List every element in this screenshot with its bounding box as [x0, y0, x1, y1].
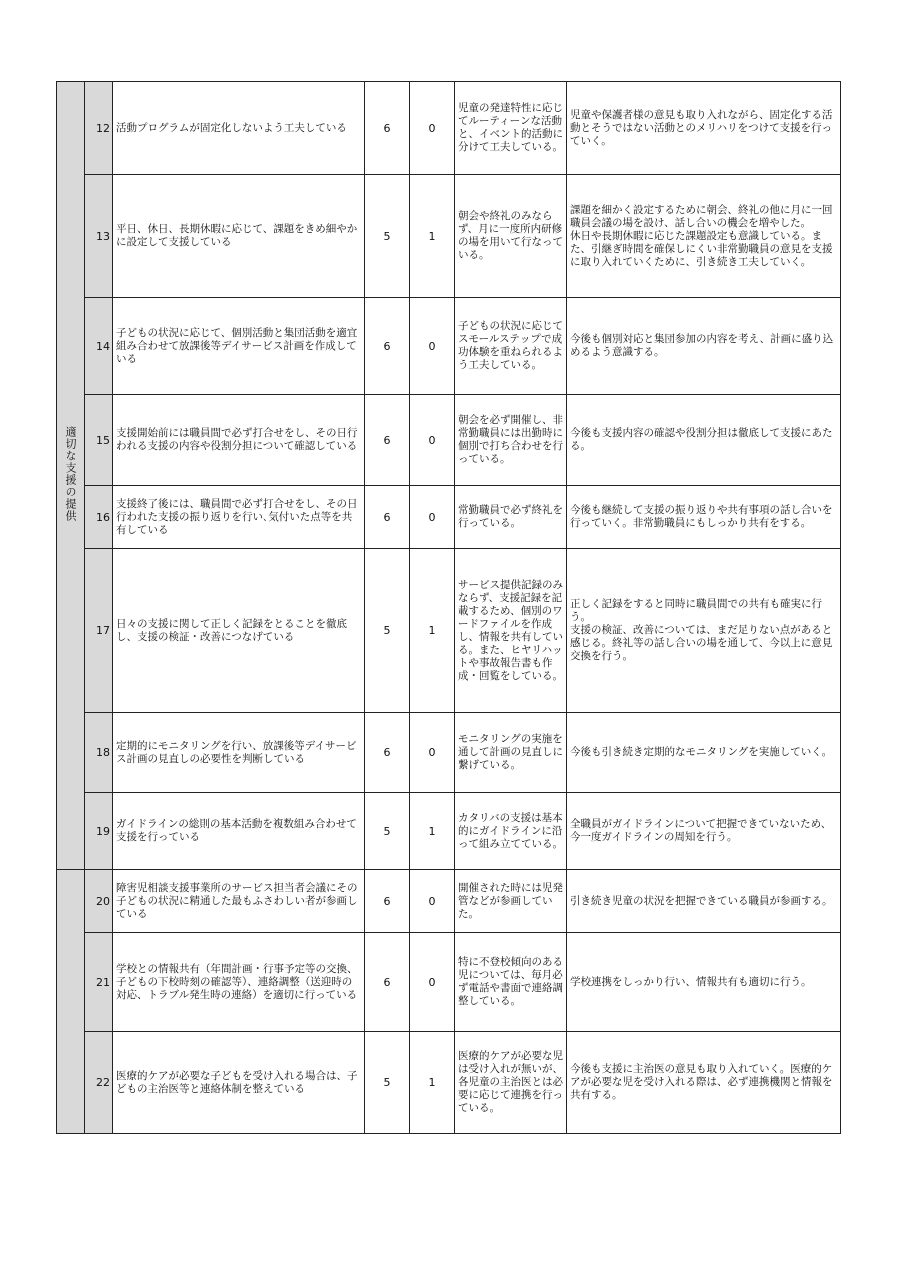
no-count: 0 — [410, 713, 455, 793]
status-text: カタリバの支援は基本的にガイドラインに沿って組み立てている。 — [455, 793, 567, 870]
no-count: 0 — [410, 486, 455, 549]
no-count: 0 — [410, 395, 455, 486]
item-number: 18 — [85, 713, 113, 793]
yes-count: 5 — [365, 793, 410, 870]
status-text: 常勤職員で必ず終礼を行っている。 — [455, 486, 567, 549]
item-text: 活動プログラムが固定化しないよう工夫している — [113, 82, 365, 175]
no-count: 1 — [410, 793, 455, 870]
item-number: 13 — [85, 175, 113, 298]
item-number: 17 — [85, 549, 113, 713]
table-row — [57, 870, 841, 933]
item-number: 14 — [85, 298, 113, 395]
status-text: 朝会や終礼のみならず、月に一度所内研修の場を用いて行なっている。 — [455, 175, 567, 298]
plan-text: 引き続き児童の状況を把握できている職員が参画する。 — [567, 870, 841, 933]
table-row — [57, 175, 841, 298]
plan-text: 学校連携をしっかり行い、情報共有も適切に行う。 — [567, 933, 841, 1032]
yes-count: 6 — [365, 870, 410, 933]
status-text: 児童の発達特性に応じてルーティーンな活動と、イベント的活動に分けて工夫している。 — [455, 82, 567, 175]
table-row — [57, 82, 841, 175]
item-text: 日々の支援に関して正しく記録をとることを徹底し、支援の検証・改善につなげている — [113, 549, 365, 713]
plan-text: 児童や保護者様の意見も取り入れながら、固定化する活動とそうではない活動とのメリハリをつけて支援を行っていく。 — [567, 82, 841, 175]
table-row — [57, 713, 841, 793]
yes-count: 6 — [365, 298, 410, 395]
category-label: 適切な支援の提供 — [64, 425, 77, 522]
plan-text: 正しく記録をすると同時に職員間での共有も確実に行う。 支援の検証、改善については、まだ足りない点があると感じる。終礼等の話し合いの場を通して、今以上に意見交換を行う。 — [567, 549, 841, 713]
table-row — [57, 549, 841, 713]
table-row — [57, 486, 841, 549]
evaluation-table — [56, 81, 841, 1134]
item-number: 22 — [85, 1032, 113, 1134]
no-count: 1 — [410, 1032, 455, 1134]
status-text: 開催された時には児発管などが参画していた。 — [455, 870, 567, 933]
status-text: 朝会を必ず開催し、非常勤職員には出勤時に個別で打ち合わせを行っている。 — [455, 395, 567, 486]
no-count: 1 — [410, 175, 455, 298]
item-number: 12 — [85, 82, 113, 175]
item-text: 支援開始前には職員間で必ず打合せをし、その日行われる支援の内容や役割分担について確認している — [113, 395, 365, 486]
category-cell — [57, 870, 85, 1134]
plan-text: 今後も個別対応と集団参加の内容を考え、計画に盛り込めるよう意識する。 — [567, 298, 841, 395]
item-number: 20 — [85, 870, 113, 933]
item-text: 子どもの状況に応じて、個別活動と集団活動を適宜組み合わせて放課後等デイサービス計画を作成している — [113, 298, 365, 395]
plan-text: 今後も継続して支援の振り返りや共有事項の話し合いを行っていく。非常勤職員にもしっかり共有をする。 — [567, 486, 841, 549]
no-count: 0 — [410, 298, 455, 395]
yes-count: 6 — [365, 486, 410, 549]
item-number: 15 — [85, 395, 113, 486]
item-number: 16 — [85, 486, 113, 549]
item-text: 学校との情報共有（年間計画・行事予定等の交換、子どもの下校時刻の確認等）、連絡調整（送迎時の対応、トラブル発生時の連絡）を適切に行っている — [113, 933, 365, 1032]
table-row — [57, 1032, 841, 1134]
plan-text: 課題を細かく設定するために朝会、終礼の他に月に一回職員会議の場を設け、話し合いの機会を増やした。 休日や長期休暇に応じた課題設定も意識している。また、引継ぎ時間を確保しにくい非常勤職員の意見を支援に取り入れていくために、引き続き工夫していく。 — [567, 175, 841, 298]
item-text: 医療的ケアが必要な子どもを受け入れる場合は、子どもの主治医等と連絡体制を整えている — [113, 1032, 365, 1134]
item-text: ガイドラインの総則の基本活動を複数組み合わせて支援を行っている — [113, 793, 365, 870]
table-row — [57, 933, 841, 1032]
no-count: 1 — [410, 549, 455, 713]
table-row — [57, 793, 841, 870]
category-cell — [57, 82, 85, 870]
yes-count: 5 — [365, 549, 410, 713]
yes-count: 5 — [365, 1032, 410, 1134]
item-text: 支援終了後には、職員間で必ず打合せをし、その日行われた支援の振り返りを行い､気付いた点等を共有している — [113, 486, 365, 549]
evaluation-grid — [56, 81, 841, 1134]
item-text: 定期的にモニタリングを行い、放課後等デイサービス計画の見直しの必要性を判断している — [113, 713, 365, 793]
status-text: 子どもの状況に応じてスモールステップで成功体験を重ねられるよう工夫している。 — [455, 298, 567, 395]
plan-text: 今後も支援に主治医の意見も取り入れていく。医療的ケアが必要な児を受け入れる際は、必ず連携機関と情報を共有する。 — [567, 1032, 841, 1134]
item-text: 障害児相談支援事業所のサービス担当者会議にその子どもの状況に精通した最もふさわしい者が参画している — [113, 870, 365, 933]
yes-count: 6 — [365, 395, 410, 486]
no-count: 0 — [410, 933, 455, 1032]
yes-count: 6 — [365, 82, 410, 175]
plan-text: 今後も支援内容の確認や役割分担は徹底して支援にあたる。 — [567, 395, 841, 486]
table-row — [57, 298, 841, 395]
table-row — [57, 395, 841, 486]
item-number: 21 — [85, 933, 113, 1032]
status-text: サービス提供記録のみならず、支援記録を記載するため、個別のワードファイルを作成し、情報を共有している。また、ヒヤリハットや事故報告書も作成・回覧をしている。 — [455, 549, 567, 713]
status-text: 特に不登校傾向のある児については、毎月必ず電話や書面で連絡調整している。 — [455, 933, 567, 1032]
yes-count: 5 — [365, 175, 410, 298]
item-text: 平日、休日、長期休暇に応じて、課題をきめ細やかに設定して支援している — [113, 175, 365, 298]
plan-text: 今後も引き続き定期的なモニタリングを実施していく。 — [567, 713, 841, 793]
yes-count: 6 — [365, 713, 410, 793]
no-count: 0 — [410, 870, 455, 933]
no-count: 0 — [410, 82, 455, 175]
plan-text: 全職員がガイドラインについて把握できていないため、今一度ガイドラインの周知を行う。 — [567, 793, 841, 870]
item-number: 19 — [85, 793, 113, 870]
yes-count: 6 — [365, 933, 410, 1032]
status-text: モニタリングの実施を通して計画の見直しに繋げている。 — [455, 713, 567, 793]
status-text: 医療的ケアが必要な児は受け入れが無いが、各児童の主治医とは必要に応じて連携を行っている。 — [455, 1032, 567, 1134]
